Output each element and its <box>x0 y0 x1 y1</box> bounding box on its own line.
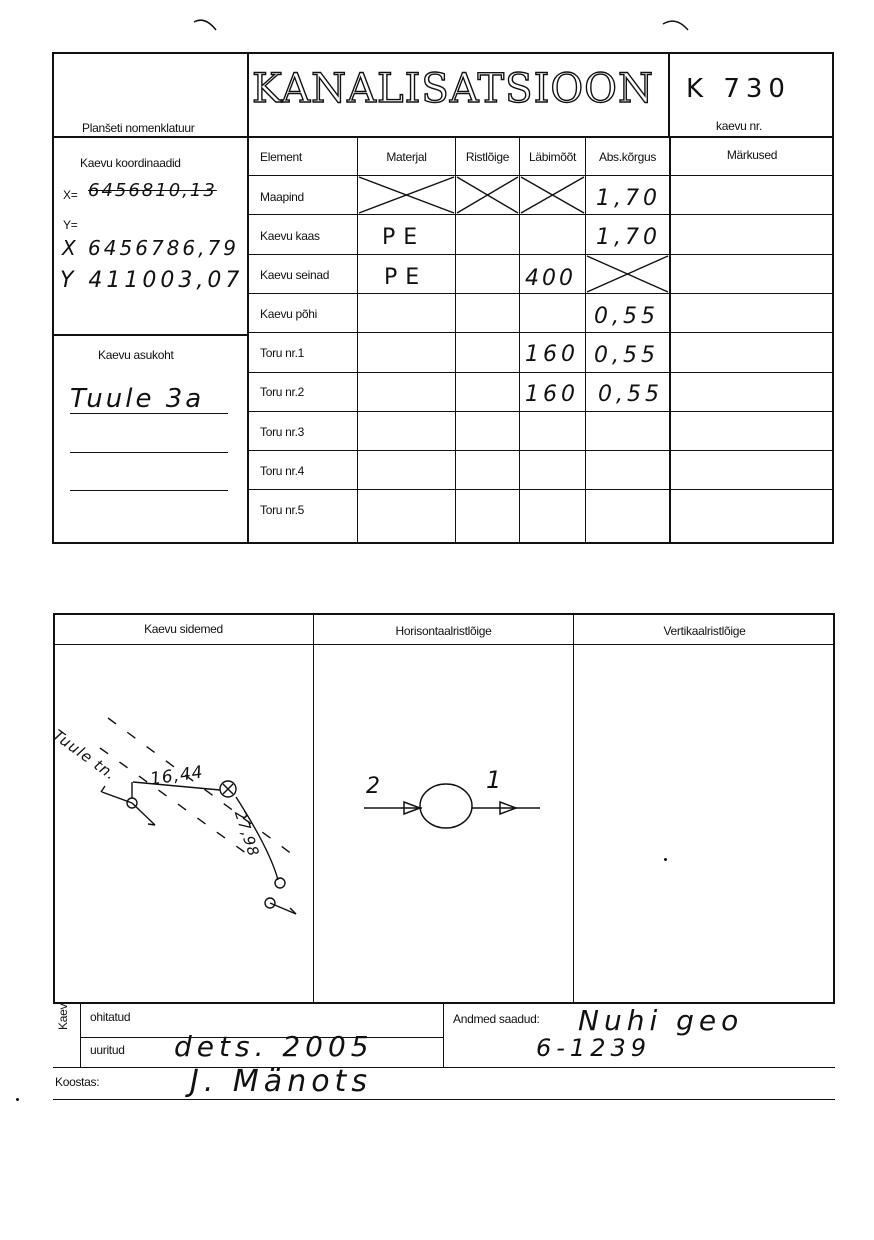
row-element-label: Maapind <box>260 190 304 204</box>
form-title: KANALISATSIOON <box>252 66 654 112</box>
header-element: Element <box>260 150 302 164</box>
cell-height: 0,55 <box>598 382 663 407</box>
cell-material: PE <box>382 225 426 250</box>
cell-height: 0,55 <box>594 343 659 368</box>
footer-well-divider <box>80 1003 81 1067</box>
data-source-value-1: Nuhi geo <box>578 1004 744 1037</box>
well-number-value: K 730 <box>686 74 791 104</box>
cell-diameter: 160 <box>525 382 579 407</box>
well-side-label: Kaev <box>56 1003 70 1030</box>
row-element-label: Toru nr.5 <box>260 503 304 517</box>
cell-diameter: 160 <box>525 342 579 367</box>
header-cross-section: Ristlõige <box>465 150 510 164</box>
pipe-in-number: 2 <box>366 774 384 799</box>
x-struck-value: 6456810,13 <box>88 180 217 201</box>
cell-material: PE <box>384 265 428 290</box>
row-element-label: Toru nr.4 <box>260 464 304 478</box>
location-line-2 <box>70 452 228 453</box>
coordinates-label: Kaevu koordinaadid <box>80 156 181 170</box>
pipe-out-number: 1 <box>486 766 506 794</box>
stray-dot <box>16 1098 19 1101</box>
well-number-label: kaevu nr. <box>716 119 762 133</box>
location-label: Kaevu asukoht <box>98 348 174 362</box>
distance-1-text: 16,44 <box>148 762 205 790</box>
y-coordinate-value: Y 411003,07 <box>60 268 244 293</box>
well-ties-label: Kaevu sidemed <box>144 622 223 636</box>
vertical-section-label: Vertikaalristlõige <box>663 624 746 638</box>
distance-2-text: 27,98 <box>230 808 263 860</box>
data-source-value-2: 6-1239 <box>536 1034 652 1062</box>
cell-height: 0,55 <box>594 304 659 329</box>
cell-height: 1,70 <box>596 186 661 211</box>
location-value: Tuule 3a <box>70 384 205 414</box>
location-line-3 <box>70 490 228 491</box>
x-coordinate-value: X 6456786,79 <box>62 236 239 260</box>
row-element-label: Kaevu seinad <box>260 268 330 282</box>
cell-height: 1,70 <box>596 225 661 250</box>
tablet-nomenclature-label: Planšeti nomenklatuur <box>82 121 195 135</box>
checked-label: ohitatud <box>90 1010 131 1024</box>
row-element-label: Toru nr.1 <box>260 346 304 360</box>
row-element-label: Toru nr.2 <box>260 385 304 399</box>
data-source-label: Andmed saadud: <box>453 1012 540 1026</box>
surveyed-value: dets. 2005 <box>174 1030 374 1063</box>
header-abs-height: Abs.kõrgus <box>598 150 657 164</box>
sketch-frame <box>53 613 835 1004</box>
cell-diameter: 400 <box>525 266 576 291</box>
row-element-label: Toru nr.3 <box>260 425 304 439</box>
y-prefix-label: Y= <box>63 218 78 232</box>
stray-dot <box>664 858 667 861</box>
header-notes: Märkused <box>726 148 778 162</box>
surveyed-label: uuritud <box>90 1043 125 1057</box>
location-line-1 <box>70 413 228 414</box>
horizontal-section-label: Horisontaalristlõige <box>395 624 492 638</box>
header-material: Materjal <box>386 150 427 164</box>
x-prefix-label: X= <box>63 188 78 202</box>
header-diameter: Läbimõõt <box>529 150 576 164</box>
row-element-label: Kaevu põhi <box>260 307 318 321</box>
author-value: J. Mänots <box>190 1064 372 1099</box>
row-element-label: Kaevu kaas <box>260 229 320 243</box>
street-name-text: Tuule tn. <box>49 726 120 785</box>
author-label: Koostas: <box>55 1075 100 1089</box>
